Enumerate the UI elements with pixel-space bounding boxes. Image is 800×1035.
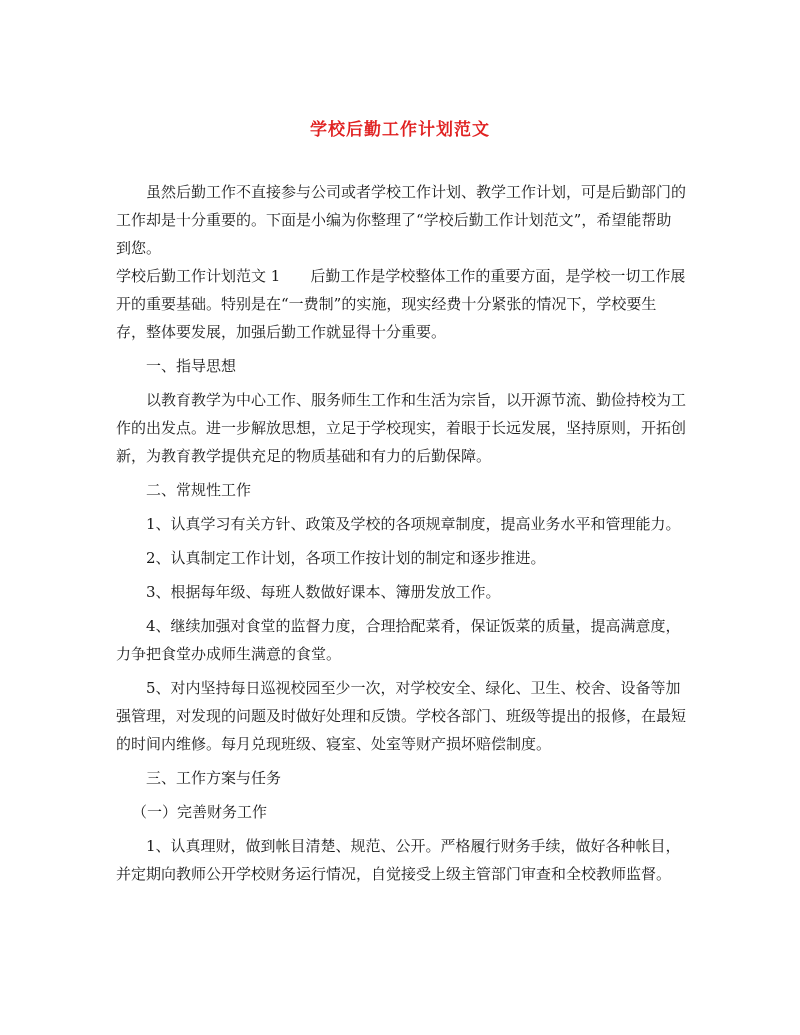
document-body: [116, 178, 686, 888]
list-item: 1、认真理财，做到帐目清楚、规范、公开。严格履行财务手续，做好各种帐目，并定期向教师公开学校财务运行情况，自觉接受上级主管部门审查和全校教师监督。: [116, 837, 681, 883]
subheading-finance: （一）完善财务工作: [132, 803, 268, 821]
heading-guiding-ideology: 一、指导思想: [146, 357, 237, 375]
list-item: 1、认真学习有关方针、政策及学校的各项规章制度，提高业务水平和管理能力。: [146, 515, 681, 533]
intro-paragraph: 虽然后勤工作不直接参与公司或者学校工作计划、教学工作计划，可是后勤部门的工作却是十分重要的。下面是小编为你整理了“学校后勤工作计划范文”，希望能帮助到您。: [116, 183, 687, 257]
heading-work-plan: 三、工作方案与任务: [146, 769, 282, 787]
document-title: 学校后勤工作计划范文: [310, 120, 490, 140]
list-item: 4、继续加强对食堂的监督力度，合理拾配菜肴，保证饭菜的质量，提高满意度，力争把食堂办成师生满意的食堂。: [116, 617, 681, 663]
list-item: 2、认真制定工作计划，各项工作按计划的制定和逐步推进。: [146, 549, 546, 567]
list-item: 3、根据每年级、每班人数做好课本、簿册发放工作。: [146, 583, 501, 601]
body-paragraph: 以教育教学为中心工作、服务师生工作和生活为宗旨，以开源节流、勤俭持校为工作的出发点。进一步解放思想，立足于学校现实，着眼于长远发展，坚持原则，开拓创新，为教育教学提供充足的物质基础和有力的后勤保障。: [116, 391, 687, 465]
heading-routine-work: 二、常规性工作: [146, 481, 252, 499]
list-item: 5、对内坚持每日巡视校园至少一次，对学校安全、绿化、卫生、校舍、设备等加强管理，对发现的问题及时做好处理和反馈。学校各部门、班级等提出的报修，在最短的时间内维修。每月兑现班级、寝室、处室等财产损坏赔偿制度。: [116, 679, 687, 753]
section-paragraph: 学校后勤工作计划范文 1 后勤工作是学校整体工作的重要方面，是学校一切工作展开的重要基础。特别是在“一费制”的实施，现实经费十分紧张的情况下，学校要生存，整体要发展，加强后勤工作就显得十分重要。: [116, 267, 686, 341]
